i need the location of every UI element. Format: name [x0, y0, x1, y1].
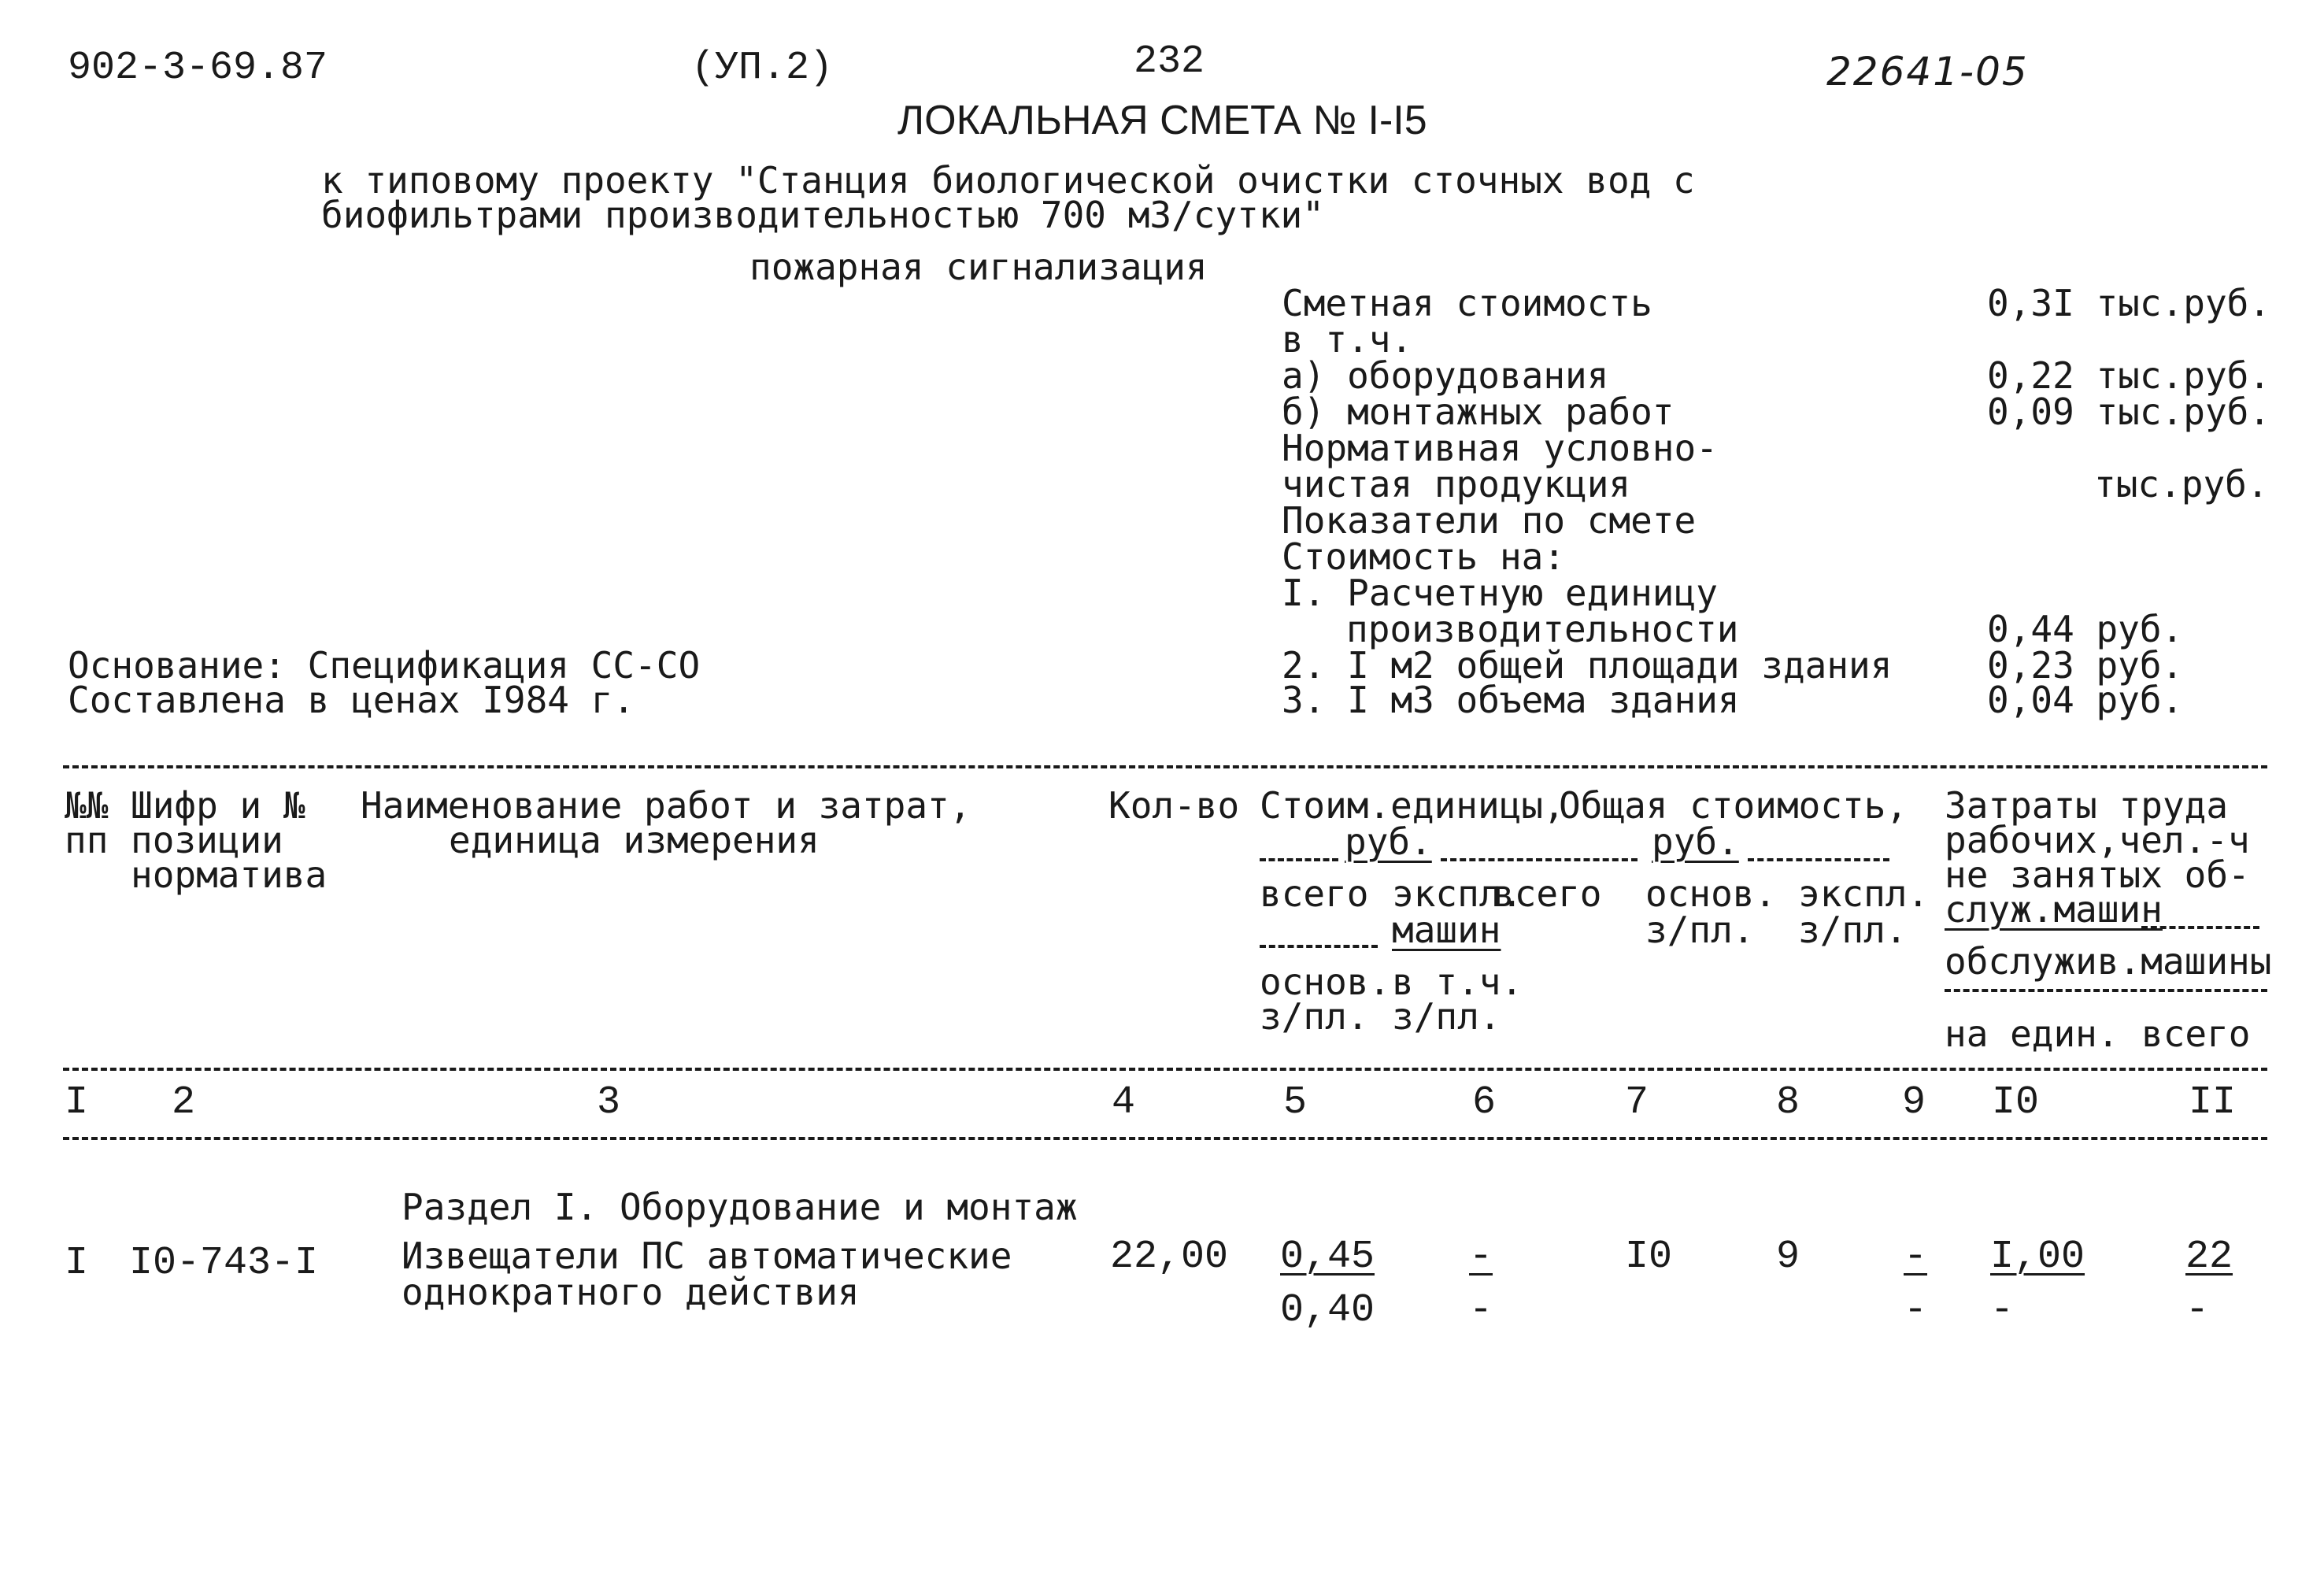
col8-header-b: з/пл. — [1645, 909, 1755, 951]
norm-label-2: чистая продукция — [1282, 463, 1631, 505]
page-title: ЛОКАЛЬНАЯ СМЕТА № I-I5 — [897, 98, 1427, 143]
labor-header-e: обслужив.машины — [1945, 940, 2272, 983]
equipment-label: а) оборудования — [1282, 354, 1609, 397]
row-code: I0-743-I — [129, 1241, 319, 1286]
col5-header-b: основ. — [1260, 961, 1391, 1003]
norm-value: тыс.руб. — [2094, 463, 2269, 505]
installation-value: 0,09 тыс.руб. — [1987, 391, 2271, 433]
basis-line-2: Составлена в ценах I984 г. — [68, 679, 635, 721]
col5-header-a: всего — [1260, 872, 1369, 915]
rule — [1260, 945, 1378, 948]
labor-header-c: не занятых об- — [1945, 853, 2250, 896]
page-number: 232 — [1134, 39, 1205, 84]
col-number: 9 — [1902, 1080, 1926, 1125]
title-line-1: к типовому проекту "Станция биологической очистки сточных вод с — [321, 159, 1695, 202]
table-header-rule — [63, 1068, 2267, 1071]
col-number: II — [2189, 1080, 2237, 1125]
title-line-2: биофильтрами производительностью 700 м3/сутки" — [321, 194, 1324, 236]
row-labor-unit: I,00 — [1990, 1235, 2085, 1279]
total-cost-header: Общая стоимость, — [1559, 784, 1908, 827]
m3-value: 0,04 руб. — [1987, 679, 2184, 721]
inventory-number: 22641-05 — [1826, 49, 2029, 94]
col7-header: всего — [1493, 872, 1602, 915]
col9-header-b: з/пл. — [1798, 909, 1908, 951]
total-cost-rub: руб. — [1652, 820, 1739, 863]
section-title: Раздел I. Оборудование и монтаж — [402, 1186, 1078, 1228]
col-number: 6 — [1472, 1080, 1497, 1125]
col6-header-b: машин — [1392, 909, 1501, 951]
col2-header-a: Шифр и № — [131, 784, 305, 827]
col-number: 7 — [1625, 1080, 1649, 1125]
labor-header-g: всего — [2141, 1013, 2251, 1055]
col-number: 3 — [597, 1080, 621, 1125]
rule — [2141, 926, 2259, 929]
col2-header-c: норматива — [131, 853, 328, 896]
rule — [1945, 989, 2267, 992]
m3-label: 3. I м3 объема здания — [1282, 679, 1740, 721]
m2-label: 2. I м2 общей площади здания — [1282, 644, 1893, 687]
row-name-1: Извещатели ПС автоматические — [402, 1235, 1012, 1277]
rule — [1260, 858, 1338, 861]
table-numbers-rule — [63, 1137, 2267, 1140]
unit-cost-rub: руб. — [1345, 820, 1432, 863]
col6-header-c: в т.ч. — [1392, 961, 1523, 1003]
unit-label-1: I. Расчетную единицу — [1282, 572, 1718, 614]
col5-header-c: з/пл. — [1260, 995, 1369, 1038]
norm-label-1: Нормативная условно- — [1282, 427, 1718, 469]
album-number: (УП.2) — [691, 46, 834, 91]
row-total-machines-wage-sub: - — [1904, 1288, 1928, 1333]
col-number: 4 — [1112, 1080, 1136, 1125]
col9-header-a: экспл. — [1798, 872, 1930, 915]
col-number: I — [65, 1080, 89, 1125]
row-total-machines-wage: - — [1904, 1235, 1928, 1279]
col3-header-a: Наименование работ и затрат, — [361, 784, 971, 827]
row-unit-total: 0,45 — [1280, 1235, 1375, 1279]
col-number: 5 — [1283, 1080, 1308, 1125]
labor-header-b: рабочих,чел.-ч — [1945, 819, 2250, 861]
row-total-base-wage: 9 — [1776, 1235, 1800, 1279]
col4-header: Кол-во — [1108, 784, 1240, 827]
cost-value: 0,3I тыс.руб. — [1987, 282, 2271, 324]
m2-value: 0,23 руб. — [1987, 644, 2184, 687]
row-unit-machines: - — [1469, 1235, 1493, 1279]
col-number: I0 — [1992, 1080, 2040, 1125]
row-number: I — [65, 1241, 89, 1286]
unit-value: 0,44 руб. — [1987, 608, 2184, 650]
installation-label: б) монтажных работ — [1282, 391, 1675, 433]
row-labor-unit-sub: - — [1990, 1288, 2015, 1333]
row-unit-machines-wage: - — [1469, 1288, 1493, 1333]
row-total: I0 — [1625, 1235, 1673, 1279]
incl-label: в т.ч. — [1282, 318, 1413, 361]
indicators-label: Показатели по смете — [1282, 499, 1697, 542]
unit-cost-header: Стоим.единицы, — [1260, 784, 1565, 827]
row-labor-total: 22 — [2185, 1235, 2233, 1279]
col1-header-a: №№ — [65, 784, 109, 827]
col6-header-d: з/пл. — [1392, 995, 1501, 1038]
row-labor-total-sub: - — [2185, 1288, 2210, 1333]
labor-header-a: Затраты труда — [1945, 784, 2229, 827]
rule — [1748, 858, 1889, 861]
row-name-2: однократного действия — [402, 1271, 860, 1313]
labor-header-d: служ.машин — [1945, 888, 2163, 931]
subject: пожарная сигнализация — [749, 246, 1208, 288]
col8-header-a: основ. — [1645, 872, 1777, 915]
col6-header-a: экспл. — [1392, 872, 1523, 915]
col2-header-b: позиции — [131, 819, 283, 861]
cost-label: Сметная стоимость — [1282, 282, 1652, 324]
table-top-rule — [63, 765, 2267, 768]
col3-header-b: единица измерения — [449, 819, 820, 861]
rule — [1441, 858, 1638, 861]
row-unit-base-wage: 0,40 — [1280, 1288, 1375, 1333]
basis-line-1: Основание: Спецификация СС-СО — [68, 644, 701, 687]
row-quantity: 22,00 — [1110, 1235, 1229, 1279]
col-number: 8 — [1776, 1080, 1800, 1125]
labor-header-f: на един. — [1945, 1013, 2119, 1055]
unit-label-2: производительности — [1346, 608, 1739, 650]
project-code: 902-3-69.87 — [68, 46, 328, 91]
cost-per-label: Стоимость на: — [1282, 535, 1566, 578]
col-number: 2 — [172, 1080, 196, 1125]
col1-header-b: пп — [65, 819, 109, 861]
equipment-value: 0,22 тыс.руб. — [1987, 354, 2271, 397]
